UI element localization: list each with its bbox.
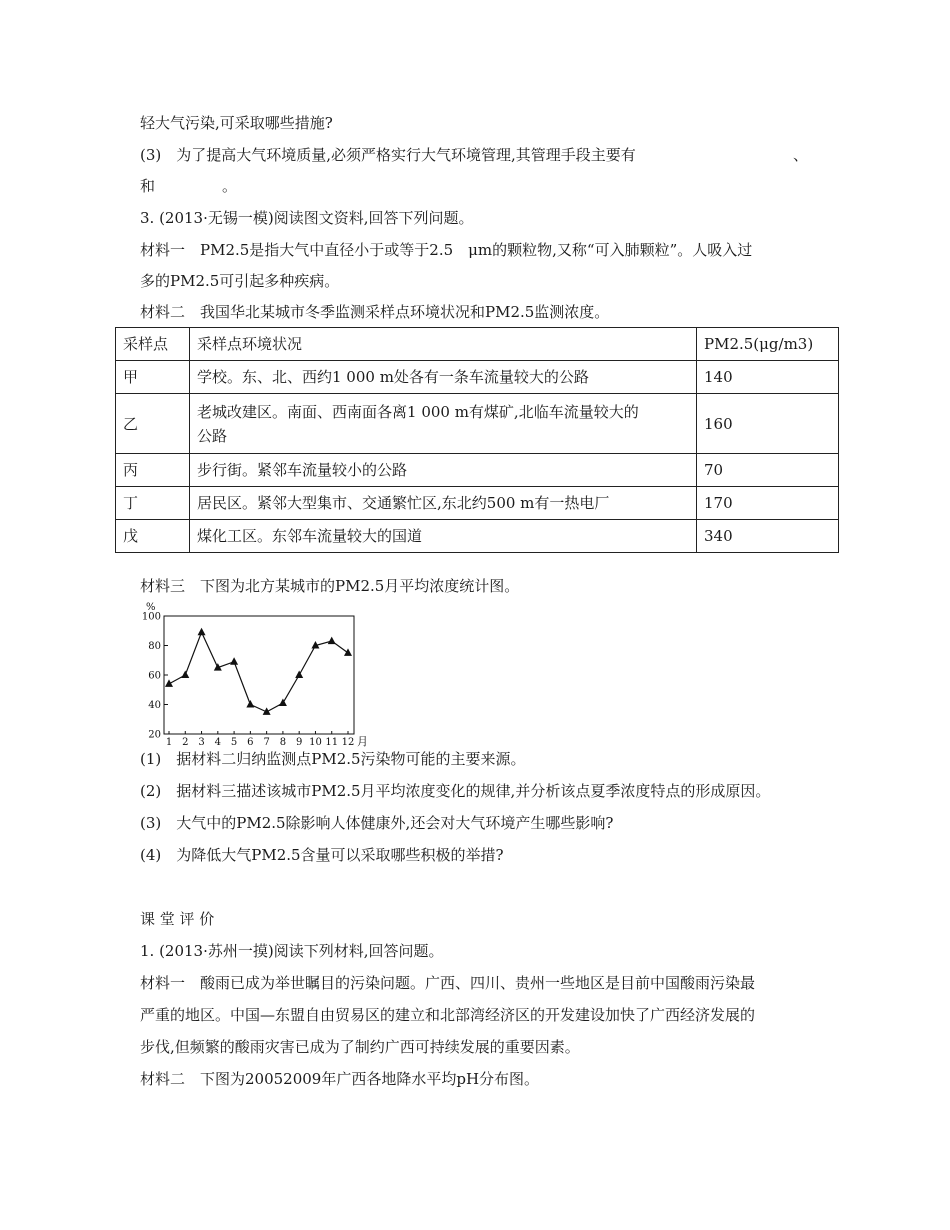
table-cell: 戊 bbox=[116, 520, 190, 553]
table-cell: 丙 bbox=[116, 454, 190, 487]
x-axis-label: 月 bbox=[357, 735, 368, 748]
pm25-monthly-chart bbox=[136, 598, 366, 748]
y-tick-label: 100 bbox=[141, 611, 161, 623]
material-1-text: 材料一 酸雨已成为举世瞩目的污染问题。广西、四川、贵州一些地区是目前中国酸雨污染最 bbox=[140, 974, 756, 992]
table-cell: 甲 bbox=[116, 361, 190, 394]
data-point-marker bbox=[344, 648, 352, 656]
text-line: 轻大气污染,可采取哪些措施? bbox=[140, 114, 333, 132]
question-item: (2) 据材料三描述该城市PM2.5月平均浓度变化的规律,并分析该点夏季浓度特点的形成原因。 bbox=[140, 782, 771, 800]
plot-frame bbox=[164, 616, 354, 734]
x-tick-label: 3 bbox=[198, 737, 205, 748]
table-cell: 居民区。紧邻大型集市、交通繁忙区,东北约500 m有一热电厂 bbox=[190, 487, 697, 520]
x-tick-label: 10 bbox=[309, 737, 322, 748]
material-1-text: 多的PM2.5可引起多种疾病。 bbox=[140, 272, 340, 290]
y-tick-label: 40 bbox=[148, 700, 161, 711]
material-2-caption: 材料二 我国华北某城市冬季监测采样点环境状况和PM2.5监测浓度。 bbox=[140, 303, 610, 321]
series-line bbox=[169, 632, 348, 712]
table-row bbox=[116, 394, 839, 454]
data-point-marker bbox=[198, 628, 206, 636]
table-row bbox=[116, 487, 839, 520]
table-cell: 340 bbox=[697, 520, 839, 553]
table-cell: 140 bbox=[697, 361, 839, 394]
table-header: 采样点 bbox=[116, 328, 190, 361]
table-cell: 70 bbox=[697, 454, 839, 487]
material-2-caption: 材料二 下图为20052009年广西各地降水平均pH分布图。 bbox=[140, 1070, 540, 1088]
data-point-marker bbox=[181, 671, 189, 679]
table-cell-text: 公路 bbox=[197, 426, 228, 445]
blank-separator: 、 bbox=[793, 146, 809, 164]
x-tick-label: 11 bbox=[325, 737, 339, 748]
question-heading: 3. (2013·无锡一模)阅读图文资料,回答下列问题。 bbox=[140, 209, 474, 227]
table-row bbox=[116, 454, 839, 487]
table-cell: 160 bbox=[697, 394, 839, 454]
table-row bbox=[116, 361, 839, 394]
x-tick-label: 4 bbox=[214, 737, 222, 748]
blank-end: 。 bbox=[222, 177, 238, 195]
data-point-marker bbox=[230, 657, 238, 665]
table-row bbox=[116, 520, 839, 553]
table-cell-text: 老城改建区。南面、西南面各离1 000 m有煤矿,北临车流量较大的 bbox=[197, 402, 639, 421]
x-tick-label: 8 bbox=[279, 737, 287, 748]
x-tick-label: 2 bbox=[182, 737, 189, 748]
data-point-marker bbox=[295, 671, 303, 679]
y-tick-label: 20 bbox=[148, 729, 161, 741]
table-header: PM2.5(μg/m3) bbox=[697, 328, 839, 361]
material-3-caption: 材料三 下图为北方某城市的PM2.5月平均浓度统计图。 bbox=[140, 577, 520, 595]
section-title: 课 堂 评 价 bbox=[140, 910, 215, 928]
data-point-marker bbox=[165, 679, 173, 687]
y-tick-label: 80 bbox=[148, 641, 161, 652]
x-tick-label: 1 bbox=[165, 737, 173, 748]
data-point-marker bbox=[246, 700, 254, 708]
question-item: (4) 为降低大气PM2.5含量可以采取哪些积极的举措? bbox=[140, 846, 504, 864]
material-1-text: 严重的地区。中国—东盟自由贸易区的建立和北部湾经济区的开发建设加快了广西经济发展的 bbox=[140, 1006, 756, 1024]
sampling-table bbox=[115, 327, 839, 553]
table-header-row bbox=[116, 328, 839, 361]
material-1-text: 材料一 PM2.5是指大气中直径小于或等于2.5 μm的颗粒物,又称“可入肺颗粒”。人吸入过 bbox=[140, 241, 753, 259]
table-cell bbox=[190, 394, 697, 454]
data-point-marker bbox=[328, 637, 336, 645]
y-axis-label: % bbox=[146, 602, 156, 613]
x-tick-label: 12 bbox=[341, 737, 355, 748]
question-item: (1) 据材料二归纳监测点PM2.5污染物可能的主要来源。 bbox=[140, 750, 526, 768]
question-3-line: (3) 为了提高大气环境质量,必须严格实行大气环境管理,其管理手段主要有 bbox=[140, 146, 636, 164]
x-tick-label: 5 bbox=[230, 737, 238, 748]
table-cell: 170 bbox=[697, 487, 839, 520]
x-tick-label: 7 bbox=[263, 737, 270, 748]
table-cell: 乙 bbox=[116, 394, 190, 454]
question-item: (3) 大气中的PM2.5除影响人体健康外,还会对大气环境产生哪些影响? bbox=[140, 814, 614, 832]
series-markers bbox=[165, 628, 352, 715]
data-point-marker bbox=[279, 699, 287, 707]
table-cell: 丁 bbox=[116, 487, 190, 520]
table-cell: 步行街。紧邻车流量较小的公路 bbox=[190, 454, 697, 487]
x-tick-label: 9 bbox=[295, 737, 303, 748]
table-cell: 学校。东、北、西约1 000 m处各有一条车流量较大的公路 bbox=[190, 361, 697, 394]
y-tick-label: 60 bbox=[148, 670, 161, 682]
question-heading: 1. (2013·苏州一摸)阅读下列材料,回答问题。 bbox=[140, 942, 444, 960]
table-header: 采样点环境状况 bbox=[190, 328, 697, 361]
material-1-text: 步伐,但频繁的酸雨灾害已成为了制约广西可持续发展的重要因素。 bbox=[140, 1038, 580, 1056]
table-cell: 煤化工区。东邻车流量较大的国道 bbox=[190, 520, 697, 553]
x-tick-label: 6 bbox=[247, 737, 254, 748]
text-line: 和 bbox=[140, 177, 156, 195]
